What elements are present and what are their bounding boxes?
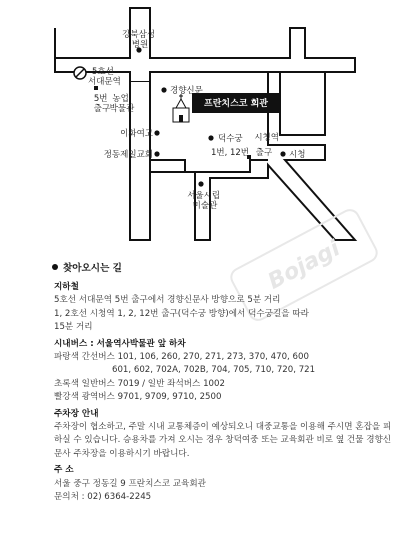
jeongdong-dot xyxy=(154,151,159,156)
directions-guide xyxy=(54,262,394,505)
label-agri xyxy=(110,93,135,114)
bus-blue-line1: 파랑색 간선버스 101, 106, 260, 270, 271, 273, 370, 470, 600 xyxy=(54,352,309,363)
label-exit5-l1: 5번 xyxy=(93,94,108,104)
road-middle xyxy=(150,160,185,172)
road-right-upper xyxy=(280,72,325,135)
phone-text: 문의처 : 02) 6364-2245 xyxy=(54,492,152,503)
label-exit5 xyxy=(94,93,111,114)
newspaper-dot xyxy=(161,87,166,92)
label-hospital-l2: 병원 xyxy=(131,40,149,50)
deoksu-dot xyxy=(208,135,213,140)
museum-dot xyxy=(198,181,203,186)
subway-line1: 5호선 서대문역 5번 출구에서 경향신문사 방향으로 5분 거리 xyxy=(54,295,281,306)
label-ewha: 이화여고 xyxy=(120,129,153,139)
label-museum xyxy=(187,190,223,211)
bus-blue-line2: 601, 602, 702A, 702B, 704, 705, 710, 720, 721 xyxy=(112,365,316,376)
label-subway5-l2: 서대문역 xyxy=(88,77,121,87)
franciscan-building-icon xyxy=(173,94,189,122)
subway-line2: 1, 2호선 시청역 1, 2, 12번 출구(덕수궁 방향)에서 덕수궁길을 따라 xyxy=(54,308,309,319)
bus-red: 빨강색 광역버스 9701, 9709, 9710, 2500 xyxy=(54,392,222,403)
bus-heading: 시내버스 : 서울역사박물관 앞 하차 xyxy=(54,338,186,349)
bus-green: 초록색 일반버스 7019 / 일반 좌석버스 1002 xyxy=(54,378,225,389)
label-agri-l2: 박물관 xyxy=(109,104,135,114)
parking-text: 주차장이 협소하고, 주말 시내 교통체증이 예상되오니 대중교통을 이용해 주시면 혼잡을 피하실 수 있습니다. 승용차를 가져 오시는 경우 창덕여중 또는 교육회관 비로 옆 건물 경향신문사 주차장을 이용하시기 바랍니다. xyxy=(54,422,392,459)
bullet-icon xyxy=(52,264,58,270)
label-exit5-l2: 출구 xyxy=(93,104,111,114)
label-cityhall-station-l2: 출구 xyxy=(255,148,273,158)
cityhall-dot xyxy=(280,151,285,156)
label-agri-l1: 농업 xyxy=(112,94,129,104)
address-text: 서울 중구 정동길 9 프란치스코 교육회관 xyxy=(54,478,206,489)
label-museum-l2: 미술관 xyxy=(192,201,218,211)
parking-heading: 주차장 안내 xyxy=(54,408,99,419)
label-museum-l1: 서울시립 xyxy=(187,191,221,201)
watermark-text: Bojagi xyxy=(263,235,345,295)
label-subway5-l1: 5호선 xyxy=(92,67,114,77)
label-hospital xyxy=(122,29,158,50)
label-hospital-l1: 강북삼성 xyxy=(122,30,156,40)
guide-title: 찾아오시는 길 xyxy=(63,263,122,274)
address-heading: 주 소 xyxy=(54,465,74,476)
label-jeongdong: 정동제일교회 xyxy=(103,150,153,160)
guide-title-row xyxy=(52,262,394,278)
label-deoksu: 덕수궁 xyxy=(218,134,243,144)
label-cityhall-station-l1: 시청역 xyxy=(254,133,279,143)
label-cityhall: 시청 xyxy=(289,150,306,160)
subway-line3: 15분 거리 xyxy=(54,322,93,333)
label-exit12: 1번, 12번 xyxy=(210,148,250,158)
label-franciscan: 프란치스코 회관 xyxy=(204,99,268,109)
label-newspaper: 경향신문 xyxy=(170,86,203,96)
road-mid-vertical xyxy=(185,160,268,172)
ewha-dot xyxy=(154,130,159,135)
subway-station-icon xyxy=(74,67,86,79)
subway-heading: 지하철 xyxy=(54,282,79,292)
label-subway5 xyxy=(88,66,121,87)
